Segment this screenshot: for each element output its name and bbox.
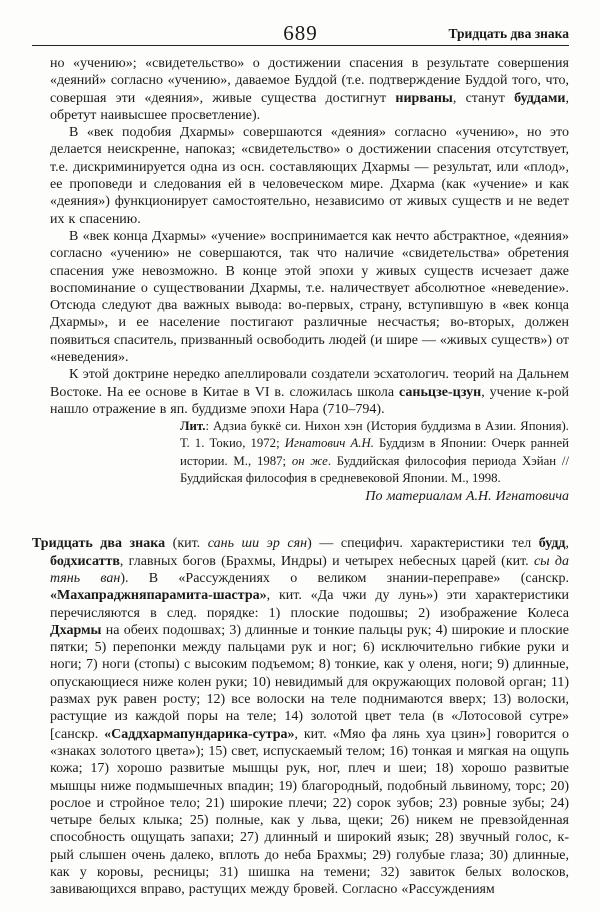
article-body: [32, 55, 569, 899]
header-rule: [32, 45, 569, 46]
paragraph-continuation: [50, 55, 569, 124]
text-run: «Махапраджняпарамита-шастра»: [50, 588, 267, 604]
text-run: Буддизм в Японии: Очерк ранней истории. М., 1987;: [180, 436, 569, 468]
text-run: «Саддхармапундарика-сутра»: [104, 726, 295, 742]
text-run: , кит. «Да чжи ду лунь») эти характеристики перечисляются в след. порядке: 1) плоские подошвы; 2) изображение Колеса: [50, 588, 569, 621]
text-run: , станут: [452, 90, 515, 106]
text-run: Игнатович А.Н.: [284, 436, 374, 451]
text-run: будд: [538, 536, 566, 552]
text-run: : Адзиа буккё си. Нихон хэн (История буддизма в Азии. Япония). Т. 1. Токио, 1972;: [180, 419, 569, 451]
running-head: Тридцать два знака: [448, 26, 569, 41]
text-run: Дхармы: [50, 622, 102, 638]
text-run: ) — специфич. характеристики тел: [307, 536, 539, 552]
attribution-byline: По материалам А.Н. Игнатовича: [365, 489, 569, 505]
paragraph: [50, 124, 569, 228]
text-run: . Буддийская философия периода Хэйан // Буддийская философия в средневековой Японии. М., 1998.: [180, 453, 570, 485]
page-header: [32, 20, 569, 44]
page-number: 689: [283, 21, 318, 45]
text-run: В «век подобия Дхармы» совершаются «деяния» согласно «учению», но это делается неискренне, напоказ; «свидетельство» о достижении спасения отсутствует, т.е. дискриминируется одна из осн. составляющих Дхармы — результат, или «плод», ее проповеди и следования ей в человеческом мире. Дхарма (как «учение» и как «деяния») функционирует самостоятельно, независимо от живых существ и не ведет их к спасению.: [50, 125, 569, 227]
text-run: , кит. «Мяо фа лянь хуа цзин»] говорится о «знаках золотого цвета»); 15) свет, испускаемый телом; 16) тонкая и мягкая на ощупь кожа; 17) хорошо развитые мышцы рук, ног, плеч и шеи; 18) хорошо развитые мышцы ниже подмышечных впадин; 19) благородный, подобный львиному, торс; 20) рослое и стройное тело; 21) широкие плечи; 22) сорок зубов; 23) ровные зубы; 24) четыре белых клыка; 25) полные, как у льва, щеки; 26) никем не превзойденная способность ощущать запахи; 27) длинный и широкий язык; 28) звучный голос, к-рый слышен очень далеко, вплоть до неба Брахмы; 29) голубые глаза; 30) длинные, как у коровы, ресницы; 31) шишка на темени; 32) завиток белых волосков, завивающихся вправо, растущих между бровей. Согласно «Рассуждениям: [50, 726, 569, 898]
text-run: , обретут наивысшее просветление).: [50, 90, 569, 123]
dictionary-entry: [32, 535, 570, 898]
text-run: сань ши эр сян: [207, 536, 308, 552]
paragraph: [50, 228, 569, 366]
paragraph: [50, 366, 569, 418]
text-run: , учение к-рой нашло отражение в яп. буддизме эпохи Нара (710–794).: [50, 384, 569, 417]
text-run: сы да тянь ван: [50, 553, 569, 586]
text-run: ,: [565, 536, 570, 552]
text-run: Тридцать два знака: [32, 536, 166, 552]
text-run: ). В «Рассуждениях о великом знании-переправе» (санскр.: [120, 570, 569, 586]
text-run: В «век конца Дхармы» «учение» воспринимается как нечто абстрактное, «деяния» согласно «учению» не совершаются, так что наличие «свидетельства» обретения спасения уже невозможно. В конце этой эпохи у живых существ исчезает даже воспоминание о существовании Дхармы, т.е. наличествует абсолютное «неведение». Отсюда следуют два важных вывода: во-первых, страну, вступившую в «век конца Дхармы», и ее население постигают различные несчастья; во-вторых, должен появиться спаситель, призванный освободить людей (и шире — «живых существ») от «неведения».: [50, 228, 570, 366]
text-run: (кит.: [165, 536, 208, 552]
text-run: буддами: [514, 90, 566, 106]
text-run: , главных богов (Брахмы, Индры) и четырех небесных царей (кит.: [119, 553, 534, 569]
text-run: он же: [291, 453, 328, 468]
text-run: нирваны: [395, 90, 453, 106]
text-run: К этой доктрине нередко апеллировали создатели эсхатологич. теорий на Дальнем Востоке. На ее основе в Китае в VI в. сложилась школа: [50, 367, 569, 400]
text-block: [32, 20, 569, 899]
text-run: саньцзе-цзун: [399, 384, 482, 400]
text-run: но «учению»; «свидетельство» о достижении спасения в результате совершения «деяний» согласно «учению», даваемое Буддой (т.е. подтверждение Буддой того, что, совершая эти «деяния», живые существа достигнут: [50, 56, 569, 106]
text-run: бодхисаттв: [50, 553, 120, 569]
text-run: на обеих подошвах; 3) длинные и тонкие пальцы рук; 4) широкие и плоские пятки; 5) перепонки между пальцами рук и ног; 6) исключительно гибкие руки и ноги; 7) ноги (стопы) с высоким подъемом; 8) тонкие, как у оленя, ноги; 9) длинные, опускающиеся ниже колен руки; 10) невидимый для окружающих половой орган; 11) размах рук равен росту; 12) все волоски на теле поднимаются вверх; 13) волоски, растущие из каждой поры на теле; 14) золотой цвет тела (в «Лотосовой сутре» [санскр.: [50, 622, 569, 742]
text-run: Лит.: [180, 419, 206, 434]
literature-reference: [180, 418, 569, 487]
